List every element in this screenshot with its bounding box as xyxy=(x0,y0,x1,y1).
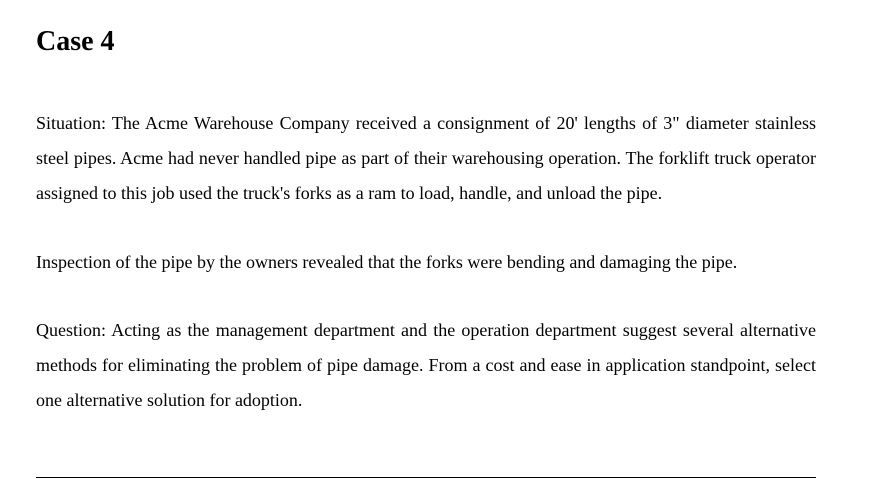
case-title: Case 4 xyxy=(36,26,115,57)
situation-paragraph: Situation: The Acme Warehouse Company received a consignment of 20' lengths of 3" diameter stainless steel pipes. Acme had never handled pipe as part of their warehousing operation. The forklift truck operator assigned to this job used the truck's forks as a ram to load, handle, and unload the pipe. xyxy=(36,113,816,203)
question-paragraph: Question: Acting as the management department and the operation department suggest several alternative methods for eliminating the problem of pipe damage. From a cost and ease in application standpoint, select one alternative solution for adoption. xyxy=(36,320,816,410)
inspection-paragraph: Inspection of the pipe by the owners revealed that the forks were bending and damaging the pipe. xyxy=(36,252,738,272)
horizontal-rule xyxy=(36,477,816,478)
